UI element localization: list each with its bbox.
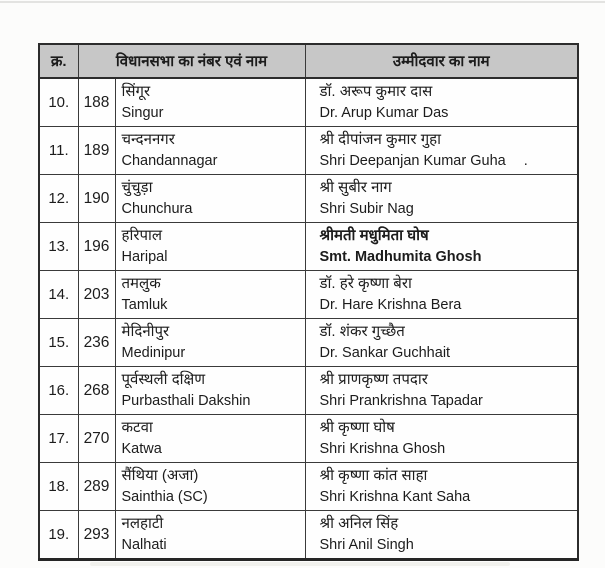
candidate-name-cell xyxy=(305,511,578,560)
candidate-name-english: Shri Subir Nag xyxy=(319,201,414,217)
candidate-name-english: Dr. Sankar Guchhait xyxy=(319,345,451,361)
table-row xyxy=(39,367,578,415)
serial-cell: 13. xyxy=(39,223,78,271)
candidate-name-cell xyxy=(305,78,578,127)
table-header-row xyxy=(39,44,578,78)
table-row xyxy=(39,319,578,367)
table-row xyxy=(39,463,578,511)
constituency-name-cell xyxy=(115,78,305,127)
constituency-name-cell xyxy=(115,271,305,319)
candidate-name-cell xyxy=(305,127,578,175)
constituency-name-hindi: हरिपाल xyxy=(121,227,163,244)
constituency-name-cell xyxy=(115,127,305,175)
serial-cell: 16. xyxy=(39,367,78,415)
serial-cell: 17. xyxy=(39,415,78,463)
constituency-name-hindi: चुंचुड़ा xyxy=(121,179,153,196)
constituency-name-cell xyxy=(115,319,305,367)
table-row xyxy=(39,78,578,127)
serial-cell: 18. xyxy=(39,463,78,511)
constituency-name-hindi: कटवा xyxy=(121,419,153,436)
serial-cell: 14. xyxy=(39,271,78,319)
constituency-name-english: Singur xyxy=(121,105,164,121)
candidate-name-hindi: श्री अनिल सिंह xyxy=(319,515,399,532)
constituency-number-cell: 196 xyxy=(78,223,115,271)
constituency-name-english: Chandannagar xyxy=(121,153,218,169)
constituency-name-english: Katwa xyxy=(121,441,162,457)
table-row xyxy=(39,415,578,463)
candidate-list-table xyxy=(38,43,579,561)
serial-cell: 10. xyxy=(39,78,78,127)
constituency-number-cell: 293 xyxy=(78,511,115,560)
serial-cell: 12. xyxy=(39,175,78,223)
candidate-name-english: Shri Krishna Kant Saha xyxy=(319,489,471,505)
candidate-name-hindi: श्री कृष्णा घोष xyxy=(319,419,395,436)
constituency-number-cell: 190 xyxy=(78,175,115,223)
serial-cell: 11. xyxy=(39,127,78,175)
constituency-number-cell: 236 xyxy=(78,319,115,367)
constituency-name-cell xyxy=(115,367,305,415)
constituency-number-cell: 189 xyxy=(78,127,115,175)
table-row xyxy=(39,271,578,319)
constituency-name-cell xyxy=(115,175,305,223)
scan-edge-shadow xyxy=(90,562,510,566)
candidate-name-cell xyxy=(305,367,578,415)
constituency-name-english: Sainthia (SC) xyxy=(121,489,208,505)
constituency-name-hindi: सिंगूर xyxy=(121,83,151,100)
header-serial: क्र. xyxy=(39,44,78,78)
constituency-number-cell: 289 xyxy=(78,463,115,511)
candidate-name-cell xyxy=(305,175,578,223)
constituency-name-hindi: तमलुक xyxy=(121,275,161,292)
candidate-name-hindi: डॉ. अरूप कुमार दास xyxy=(319,83,433,100)
candidate-name-hindi: श्री प्राणकृष्ण तपदार xyxy=(319,371,428,388)
constituency-name-english: Nalhati xyxy=(121,537,167,553)
candidate-name-english: Shri Prankrishna Tapadar xyxy=(319,393,483,409)
header-candidate: उम्मीदवार का नाम xyxy=(305,44,578,78)
candidate-name-english xyxy=(320,151,574,172)
candidate-name-hindi: श्री दीपांजन कुमार गुहा xyxy=(319,131,442,148)
constituency-name-cell xyxy=(115,511,305,560)
header-constituency: विधानसभा का नंबर एवं नाम xyxy=(78,44,305,78)
constituency-number-cell: 203 xyxy=(78,271,115,319)
constituency-name-hindi: पूर्वस्थली दक्षिण xyxy=(121,371,206,388)
candidate-name-hindi: डॉ. शंकर गुच्छैत xyxy=(319,323,405,340)
constituency-number-cell: 188 xyxy=(78,78,115,127)
constituency-name-hindi: मेदिनीपुर xyxy=(121,323,170,340)
constituency-name-hindi: नलहाटी xyxy=(121,515,164,532)
scan-edge-line xyxy=(0,1,605,3)
candidate-name-cell xyxy=(305,415,578,463)
constituency-name-english: Tamluk xyxy=(121,297,168,313)
serial-cell: 15. xyxy=(39,319,78,367)
candidate-name-cell xyxy=(305,319,578,367)
constituency-name-cell xyxy=(115,223,305,271)
candidate-name-cell xyxy=(305,223,578,271)
candidate-name-hindi: श्री कृष्णा कांत साहा xyxy=(319,467,428,484)
constituency-name-hindi: सैंथिया (अजा) xyxy=(121,467,199,484)
table-row xyxy=(39,511,578,560)
candidate-name-english: Shri Krishna Ghosh xyxy=(319,441,446,457)
candidate-name-english: Smt. Madhumita Ghosh xyxy=(319,249,482,265)
candidate-name-english: Dr. Hare Krishna Bera xyxy=(319,297,462,313)
constituency-name-english: Medinipur xyxy=(121,345,186,361)
table-row xyxy=(39,223,578,271)
table-row xyxy=(39,127,578,175)
constituency-name-english: Purbasthali Dakshin xyxy=(121,393,251,409)
constituency-number-cell: 268 xyxy=(78,367,115,415)
candidate-name-english-text: Shri Deepanjan Kumar Guha xyxy=(319,153,506,169)
stray-ink-mark: . xyxy=(523,153,528,169)
candidate-name-cell xyxy=(305,463,578,511)
candidate-name-english: Dr. Arup Kumar Das xyxy=(319,105,449,121)
serial-cell: 19. xyxy=(39,511,78,560)
candidate-name-cell xyxy=(305,271,578,319)
constituency-name-cell xyxy=(115,415,305,463)
candidate-name-hindi: डॉ. हरे कृष्णा बेरा xyxy=(319,275,412,292)
constituency-name-english: Haripal xyxy=(121,249,168,265)
candidate-name-english: Shri Anil Singh xyxy=(319,537,414,553)
constituency-name-cell xyxy=(115,463,305,511)
constituency-name-english: Chunchura xyxy=(121,201,193,217)
table-row xyxy=(39,175,578,223)
constituency-number-cell: 270 xyxy=(78,415,115,463)
candidate-name-hindi: श्रीमती मधुमिता घोष xyxy=(319,227,429,244)
candidate-name-hindi: श्री सुबीर नाग xyxy=(319,179,392,196)
constituency-name-hindi: चन्दननगर xyxy=(121,131,175,148)
